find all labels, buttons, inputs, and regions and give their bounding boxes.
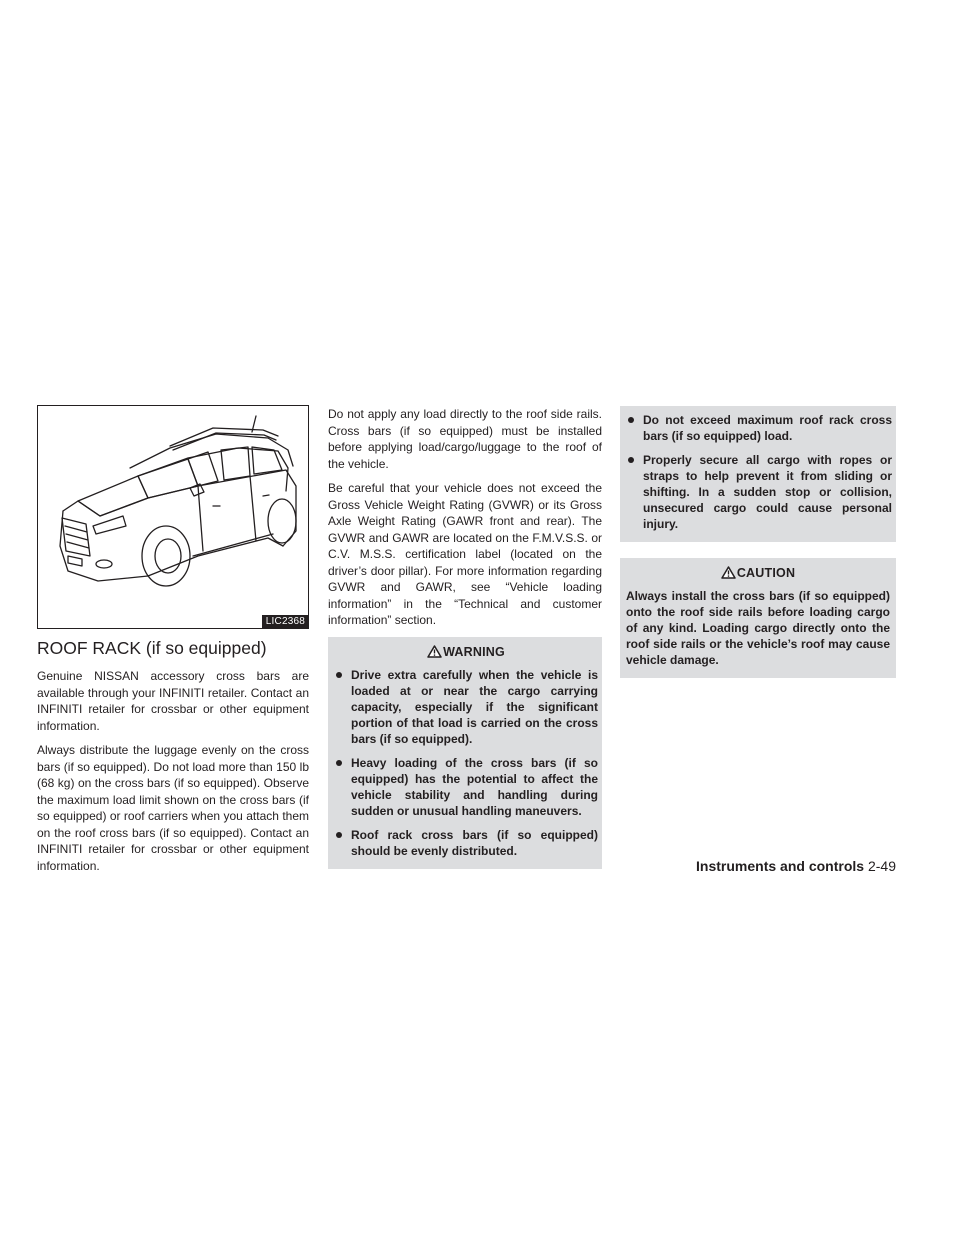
bullet-icon xyxy=(628,457,634,463)
list-item: Drive extra carefully when the vehicle is loaded at or near the cargo carrying capacity, especially if the significant portion of that load is carried on the cross bars (if so equipped). xyxy=(334,667,598,747)
vehicle-figure xyxy=(37,405,309,629)
caution-title: CAUTION xyxy=(736,566,796,580)
bullet-icon xyxy=(336,760,342,766)
figure-label: LIC2368 xyxy=(262,615,308,628)
paragraph: Genuine NISSAN accessory cross bars are available through your INFINITI retailer. Contact an INFINITI retailer for crossbar or other equipment information. xyxy=(37,669,309,733)
paragraph: Be careful that your vehicle does not exceed the Gross Vehicle Weight Rating (GVWR) or its Gross Axle Weight Rating (GAWR front and rear). The GVWR and GAWR are located on the F.M.V.S.S. or C.V. M.S.S. certification label (located on the driver’s door pillar). For more information regarding GVWR and GAWR, see “Vehicle loading information” in the “Technical and customer information” section. xyxy=(328,481,602,627)
page-number: 2-49 xyxy=(867,858,896,874)
bullet-icon xyxy=(336,832,342,838)
caution-header xyxy=(626,566,890,580)
warning-triangle-icon xyxy=(427,645,442,658)
footer-section: Instruments and controls xyxy=(696,858,865,874)
list-item: Do not exceed maximum roof rack cross bars (if so equipped) load. xyxy=(626,412,892,444)
paragraph: Do not apply any load directly to the roof side rails. Cross bars (if so equipped) must be installed before applying load/cargo/luggage to the roof of the vehicle. xyxy=(328,407,602,471)
list-item: Properly secure all cargo with ropes or straps to help prevent it from sliding or shifting. In a sudden stop or collision, unsecured cargo could cause personal injury. xyxy=(626,452,892,532)
column-right xyxy=(620,406,896,678)
warning-list xyxy=(626,412,892,532)
suv-with-roof-rack-illustration xyxy=(38,406,308,628)
warning-header xyxy=(334,645,598,659)
page-footer xyxy=(680,858,896,874)
warning-list xyxy=(334,667,598,859)
section-title: ROOF RACK (if so equipped) xyxy=(37,638,267,658)
caution-triangle-icon xyxy=(721,566,736,579)
warning-box-continued xyxy=(620,406,896,542)
bullet-icon xyxy=(336,672,342,678)
caution-text: Always install the cross bars (if so equipped) onto the roof side rails before loading cargo of any kind. Loading cargo directly onto the roof side rails or the vehicle’s roof may cause vehicle damage. xyxy=(626,589,890,667)
list-item: Heavy loading of the cross bars (if so equipped) has the potential to affect the vehicle stability and handling during sudden or unusual handling maneuvers. xyxy=(334,755,598,819)
warning-title: WARNING xyxy=(443,644,505,659)
bullet-icon xyxy=(628,417,634,423)
warning-box xyxy=(328,637,602,869)
paragraph: Always distribute the luggage evenly on the cross bars (if so equipped). Do not load more than 150 lb (68 kg) on the cross bars (if so equipped). Observe the maximum load limit shown on the cross bars (if so equipped) or roof carriers when you attach them on the roof cross bars (if so equipped). Contact an INFINITI retailer for crossbar or other equipment information. xyxy=(37,743,309,873)
column-left xyxy=(37,405,309,882)
caution-box xyxy=(620,558,896,678)
column-middle xyxy=(328,406,602,869)
list-item: Roof rack cross bars (if so equipped) should be evenly distributed. xyxy=(334,827,598,859)
